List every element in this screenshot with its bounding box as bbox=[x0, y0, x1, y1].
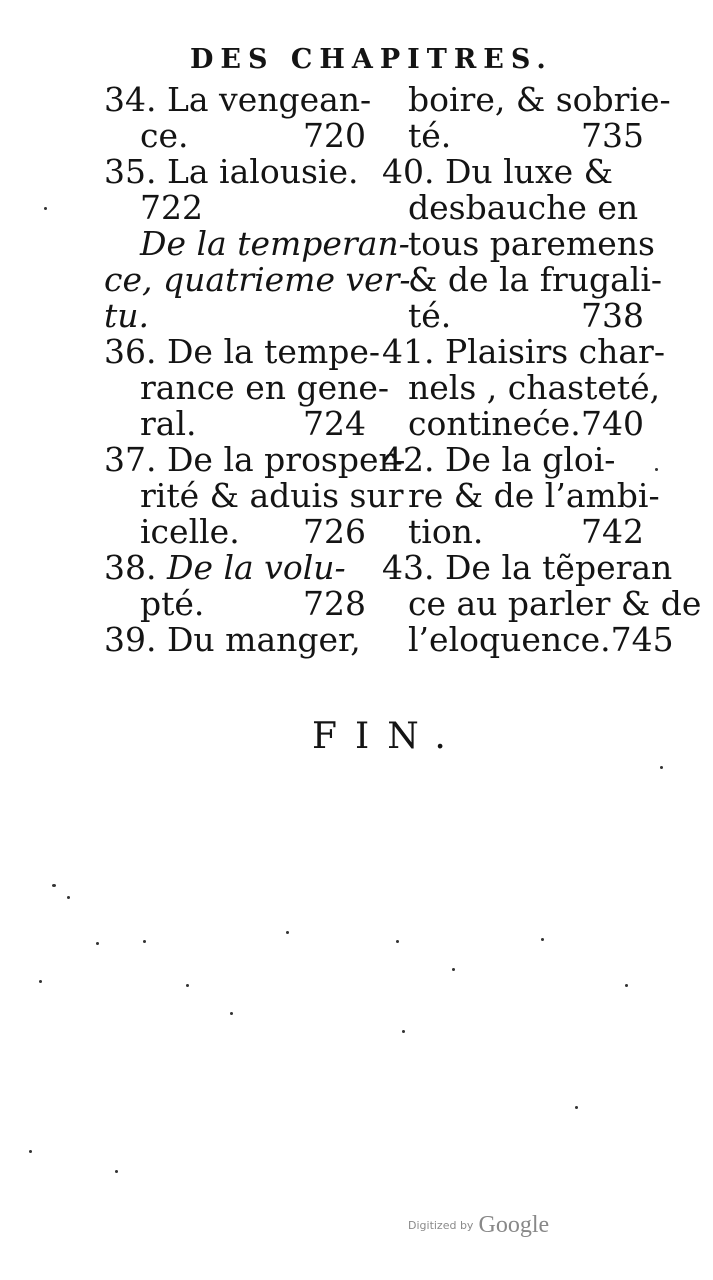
scan-speck bbox=[39, 980, 42, 983]
toc-line: 40. Du luxe & bbox=[382, 152, 613, 191]
toc-line: tion. 742 bbox=[408, 512, 644, 551]
page-number: 745 bbox=[610, 620, 674, 659]
toc-line: ce. 720 bbox=[140, 116, 366, 155]
toc-line: re & de l’ambi- bbox=[408, 476, 660, 515]
watermark-prefix: Digitized by bbox=[408, 1219, 474, 1232]
toc-line: 39. Du manger, bbox=[104, 620, 361, 659]
scan-speck bbox=[143, 940, 146, 943]
scan-speck bbox=[67, 896, 70, 899]
section-heading-line: De la temperan- bbox=[140, 224, 410, 263]
toc-line: desbauche en bbox=[408, 188, 639, 227]
toc-line: boire, & sobrie- bbox=[408, 80, 671, 119]
scan-speck bbox=[230, 1012, 233, 1015]
toc-line: nels , chasteté, bbox=[408, 368, 661, 407]
scan-speck bbox=[660, 766, 663, 769]
digitization-watermark bbox=[408, 1212, 549, 1239]
scan-speck bbox=[29, 1150, 32, 1153]
toc-line: 37. De la prosper- bbox=[104, 440, 406, 479]
page-number: 726 bbox=[303, 512, 366, 551]
page-number: 728 bbox=[303, 584, 366, 623]
toc-line: 42. De la gloi- bbox=[382, 440, 616, 479]
toc-line: contineće. 740 bbox=[408, 404, 644, 443]
toc-line: 36. De la tempe- bbox=[104, 332, 381, 371]
section-heading-line: tu. bbox=[104, 296, 150, 335]
toc-line: 34. La vengean- bbox=[104, 80, 372, 119]
scan-speck bbox=[44, 207, 47, 210]
toc-line: l’eloquence. 745 bbox=[408, 620, 674, 659]
scan-speck bbox=[96, 942, 99, 945]
scan-speck bbox=[186, 984, 189, 987]
scan-speck bbox=[575, 1106, 578, 1109]
toc-line: rité & aduis sur bbox=[140, 476, 404, 515]
toc-line: 43. De la tẽperan bbox=[382, 548, 673, 587]
google-logo: Google bbox=[478, 1212, 550, 1238]
page-number: 740 bbox=[581, 404, 644, 443]
page-number: 742 bbox=[581, 512, 644, 551]
scan-speck bbox=[625, 984, 628, 987]
toc-line: rance en gene- bbox=[140, 368, 390, 407]
page-number: 724 bbox=[303, 404, 366, 443]
page-number: 720 bbox=[303, 116, 366, 155]
scan-speck bbox=[52, 884, 56, 887]
fin-ending: FIN. bbox=[312, 716, 464, 757]
table-of-contents-left-column bbox=[104, 80, 411, 659]
toc-line: ral. 724 bbox=[140, 404, 366, 443]
page-number: 735 bbox=[581, 116, 644, 155]
toc-line: 38. De la volu- bbox=[104, 548, 346, 587]
toc-line: ce au parler & de bbox=[408, 584, 702, 623]
toc-line: 35. La ialousie. bbox=[104, 152, 359, 191]
section-heading-line: ce, quatrieme ver- bbox=[104, 260, 411, 299]
table-of-contents-right-column bbox=[382, 80, 702, 659]
toc-line: té. 738 bbox=[408, 296, 644, 335]
toc-line: 722 bbox=[140, 188, 203, 227]
scan-speck bbox=[396, 940, 399, 943]
toc-line: té. 735 bbox=[408, 116, 644, 155]
scan-speck bbox=[655, 468, 658, 471]
toc-line: 41. Plaisirs char- bbox=[382, 332, 665, 371]
scan-speck bbox=[286, 931, 289, 934]
scan-speck bbox=[452, 968, 455, 971]
page-number: 738 bbox=[581, 296, 644, 335]
toc-line: tous paremens bbox=[408, 224, 655, 263]
toc-line: icelle. 726 bbox=[140, 512, 366, 551]
scan-speck bbox=[402, 1030, 405, 1033]
toc-line: & de la frugali- bbox=[408, 260, 663, 299]
running-header: DES CHAPITRES. bbox=[190, 44, 553, 75]
scan-speck bbox=[541, 938, 544, 941]
scan-speck bbox=[115, 1170, 118, 1173]
toc-line: pté. 728 bbox=[140, 584, 366, 623]
